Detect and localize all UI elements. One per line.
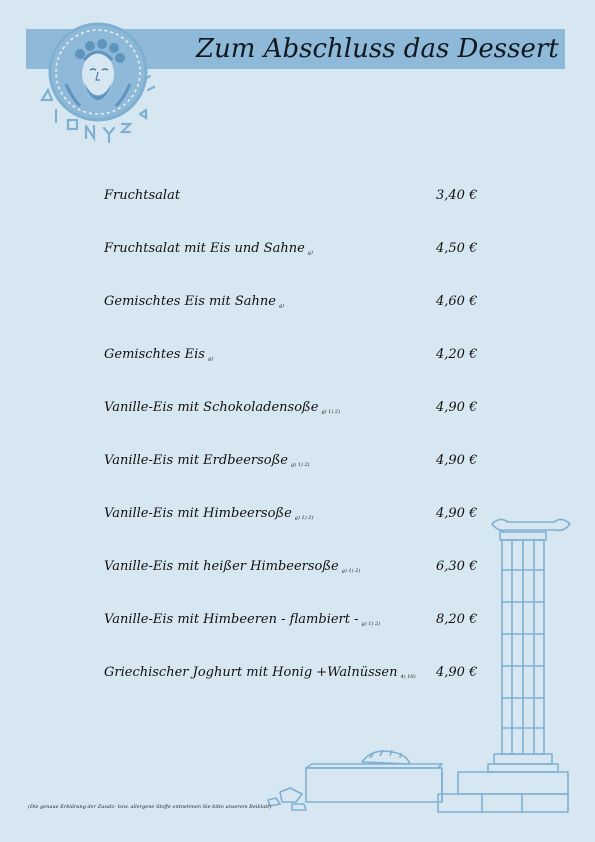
item-name: Vanille-Eis mit Schokoladensoße g) 1) 2) bbox=[104, 400, 341, 415]
allergen-note: g) 1) 2) bbox=[294, 515, 314, 521]
allergen-note: 4) 10) bbox=[400, 674, 416, 680]
greek-column-ruins-icon bbox=[262, 510, 572, 816]
item-price: 4,50 € bbox=[436, 241, 478, 256]
item-name: Gemischtes Eis g) bbox=[104, 347, 214, 362]
item-name: Vanille-Eis mit heißer Himbeersoße g) 1) 2) bbox=[104, 559, 361, 574]
allergen-note: g) bbox=[307, 250, 313, 256]
item-price: 4,60 € bbox=[436, 294, 478, 309]
item-name: Vanille-Eis mit Erdbeersoße g) 1) 2) bbox=[104, 453, 310, 468]
allergen-note: g) 1) 2) bbox=[321, 409, 341, 415]
item-name: Griechischer Joghurt mit Honig +Walnüssen 4) 10) bbox=[104, 665, 416, 680]
item-price: 4,90 € bbox=[436, 665, 478, 680]
allergen-note: g) 1) 2) bbox=[291, 462, 310, 468]
item-price: 6,30 € bbox=[436, 559, 478, 574]
menu-item bbox=[104, 394, 484, 447]
item-price: 4,90 € bbox=[436, 453, 478, 468]
item-name: Gemischtes Eis mit Sahne g) bbox=[104, 294, 285, 309]
menu-item bbox=[104, 182, 484, 235]
menu-item bbox=[104, 288, 484, 341]
item-price: 8,20 € bbox=[436, 612, 478, 627]
allergen-note: g) bbox=[207, 356, 214, 362]
item-name: Vanille-Eis mit Himbeersoße g) 1) 2) bbox=[104, 506, 314, 521]
item-price: 3,40 € bbox=[436, 188, 478, 203]
item-price: 4,90 € bbox=[436, 506, 478, 521]
menu-item bbox=[104, 235, 484, 288]
allergen-note: g) 1) 2) bbox=[341, 568, 361, 574]
dionysos-logo-icon bbox=[36, 14, 176, 154]
item-name: Fruchtsalat mit Eis und Sahne g) bbox=[104, 241, 313, 256]
page-title: Zum Abschluss das Dessert bbox=[196, 34, 559, 64]
menu-item bbox=[104, 341, 484, 394]
item-name: Fruchtsalat bbox=[104, 188, 181, 203]
allergen-footnote: (Die genaue Erklärung der Zusatz- bzw. allergene Stoffe entnehmen Sie bitte unserem Beiblatt) bbox=[28, 804, 272, 810]
item-name: Vanille-Eis mit Himbeeren - flambiert - g) 1) 2) bbox=[104, 612, 381, 627]
item-price: 4,20 € bbox=[436, 347, 478, 362]
item-price: 4,90 € bbox=[436, 400, 478, 415]
allergen-note: g) 1) 2) bbox=[361, 621, 381, 627]
allergen-note: g) bbox=[279, 303, 285, 309]
menu-item bbox=[104, 447, 484, 500]
